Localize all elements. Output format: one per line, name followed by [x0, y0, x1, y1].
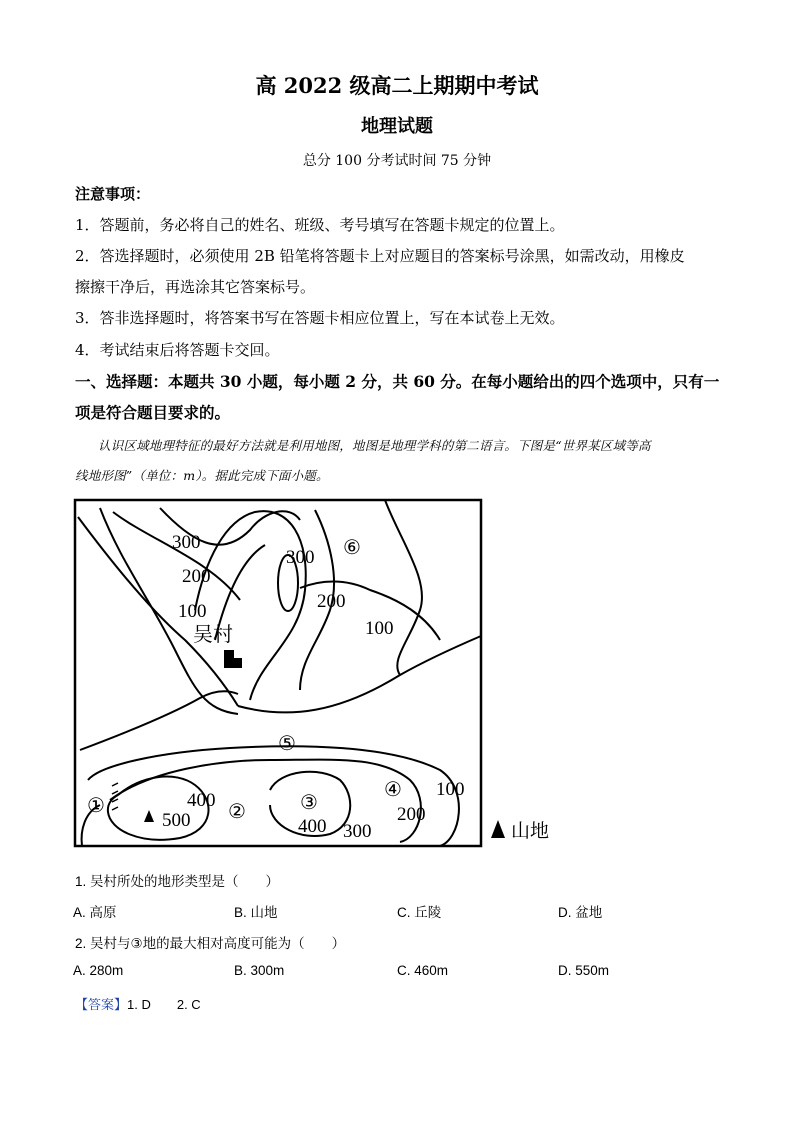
contour-label: 200: [182, 566, 211, 587]
river-line: [80, 691, 238, 750]
river-line: [238, 636, 481, 712]
question-1-stem: 1. 吴村所处的地形类型是（ ）: [75, 874, 280, 889]
peak-icon: [144, 810, 154, 822]
exam-title: 高 2022 级高二上期期中考试: [255, 73, 539, 98]
intro-text: 认识区域地理特征的最好方法就是利用地图，地图是地理学科的第二语言。下图是“世界某区域等高: [98, 438, 651, 453]
marker-label: ③: [300, 792, 318, 814]
question-2-stem: 2. 吴村与③地的最大相对高度可能为（ ）: [75, 936, 346, 951]
contour-line: [385, 500, 422, 675]
marker-label: ①: [87, 795, 105, 817]
subject-title: 地理试题: [361, 116, 433, 137]
question-2-option-a: A. 280m: [73, 963, 124, 978]
notice-item: 3．答非选择题时，将答案书写在答题卡相应位置上，写在本试卷上无效。: [75, 309, 565, 327]
answer-text: 1. D 2. C: [127, 997, 201, 1012]
contour-label: 200: [317, 591, 346, 612]
question-2-option-d: D. 550m: [558, 963, 610, 978]
contour-label: 500: [162, 810, 191, 831]
map-frame: [75, 500, 481, 846]
contour-label: 300: [343, 821, 372, 842]
intro-text-cont: 线地形图”（单位：m）。据此完成下面小题。: [75, 468, 329, 483]
marker-label: ②: [228, 801, 246, 823]
contour-label: 100: [178, 601, 207, 622]
contour-label: 400: [187, 790, 216, 811]
question-1-option-b: B. 山地: [234, 905, 278, 920]
contour-label: 400: [298, 816, 327, 837]
exam-meta: 总分 100 分考试时间 75 分钟: [302, 153, 492, 169]
answer-line: [75, 994, 201, 1013]
contour-label: 300: [172, 532, 201, 553]
question-1-option-d: D. 盆地: [558, 905, 603, 920]
contour-label: 100: [436, 779, 465, 800]
contour-line: [88, 746, 459, 846]
contour-line: [110, 760, 421, 842]
notice-item: 2．答选择题时，必须使用 2B 铅笔将答题卡上对应题目的答案标号涂黑，如需改动，用橡皮: [75, 247, 685, 265]
marker-label: ④: [384, 779, 402, 801]
section-heading-cont: 项是符合题目要求的。: [75, 403, 231, 422]
village-label: 吴村: [193, 624, 233, 646]
notice-heading: 注意事项：: [75, 185, 151, 203]
contour-label: 200: [397, 804, 426, 825]
contour-label: 100: [365, 618, 394, 639]
contour-line: [100, 508, 238, 714]
notice-item: 1．答题前，务必将自己的姓名、班级、考号填写在答题卡规定的位置上。: [75, 216, 565, 234]
marker-label: ⑥: [343, 537, 361, 559]
question-1-option-a: A. 高原: [73, 905, 117, 920]
contour-label: 300: [286, 547, 315, 568]
answer-tag: 【答案】: [75, 997, 128, 1012]
legend-label: 山地: [511, 821, 550, 842]
village-icon: [224, 650, 242, 668]
notice-item: 4．考试结束后将答题卡交回。: [75, 341, 280, 359]
contour-line: [195, 511, 306, 700]
legend-peak-icon: [491, 820, 505, 838]
section-heading: 一、选择题：本题共 30 小题，每小题 2 分，共 60 分。在每小题给出的四个选项中，只有一: [75, 372, 720, 391]
question-1-option-c: C. 丘陵: [397, 905, 442, 920]
question-2-option-c: C. 460m: [397, 963, 449, 978]
marker-label: ⑤: [278, 733, 296, 755]
question-2-option-b: B. 300m: [234, 963, 285, 978]
notice-item: 擦擦干净后，再选涂其它答案标号。: [75, 278, 316, 296]
